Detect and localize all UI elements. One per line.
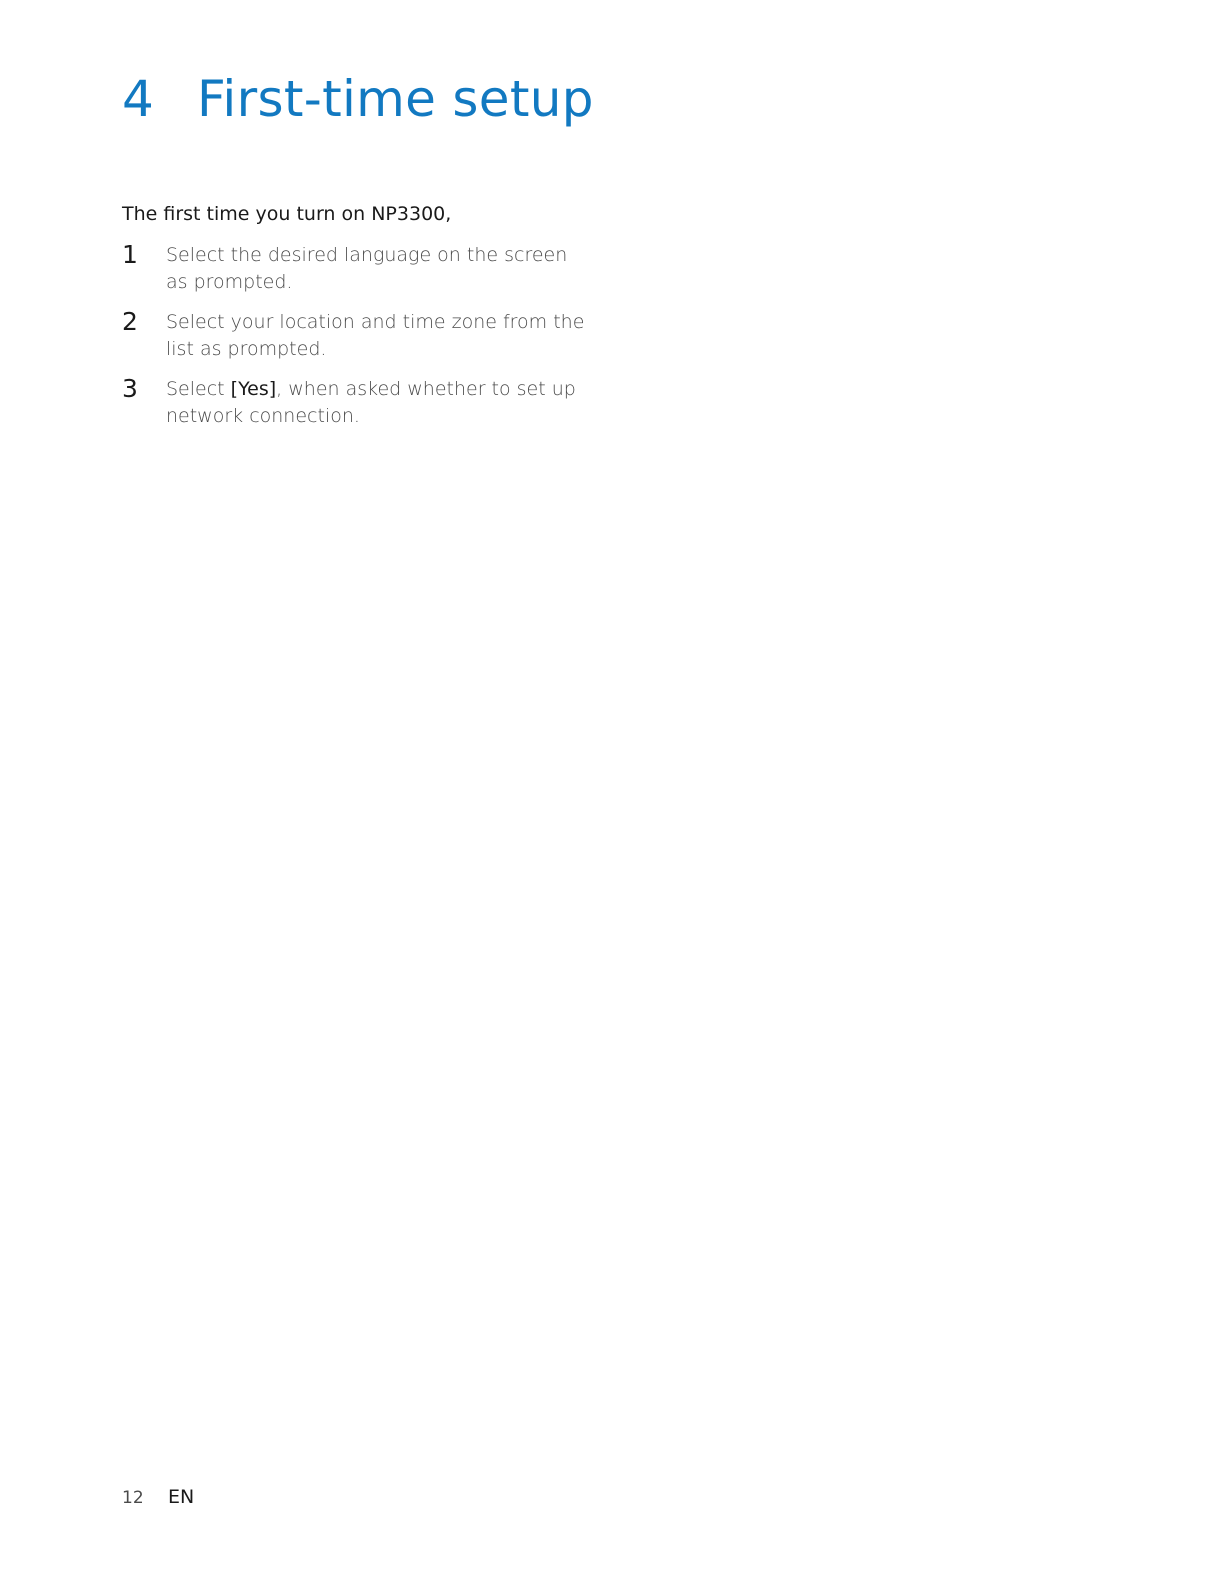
page-footer (122, 1486, 194, 1508)
chapter-title (122, 72, 594, 127)
step-text (166, 376, 592, 430)
step-text-before: Select (166, 378, 231, 400)
steps-list (122, 242, 592, 443)
step-item (122, 309, 592, 363)
chapter-number: 4 (122, 70, 155, 128)
intro-text: The first time you turn on NP3300, (122, 203, 452, 225)
step-item (122, 242, 592, 296)
step-number: 1 (122, 240, 138, 269)
chapter-title-text: First-time setup (197, 70, 594, 128)
step-item (122, 376, 592, 430)
step-number: 2 (122, 307, 138, 336)
page-number: 12 (122, 1488, 144, 1508)
language-code: EN (168, 1486, 195, 1508)
step-text-after: , when asked whether to set up network connection. (166, 378, 576, 427)
step-number: 3 (122, 374, 138, 403)
step-text: Select your location and time zone from the list as prompted. (166, 311, 585, 360)
step-text: Select the desired language on the screen as prompted. (166, 244, 568, 293)
yes-option-label: [Yes] (230, 378, 277, 400)
